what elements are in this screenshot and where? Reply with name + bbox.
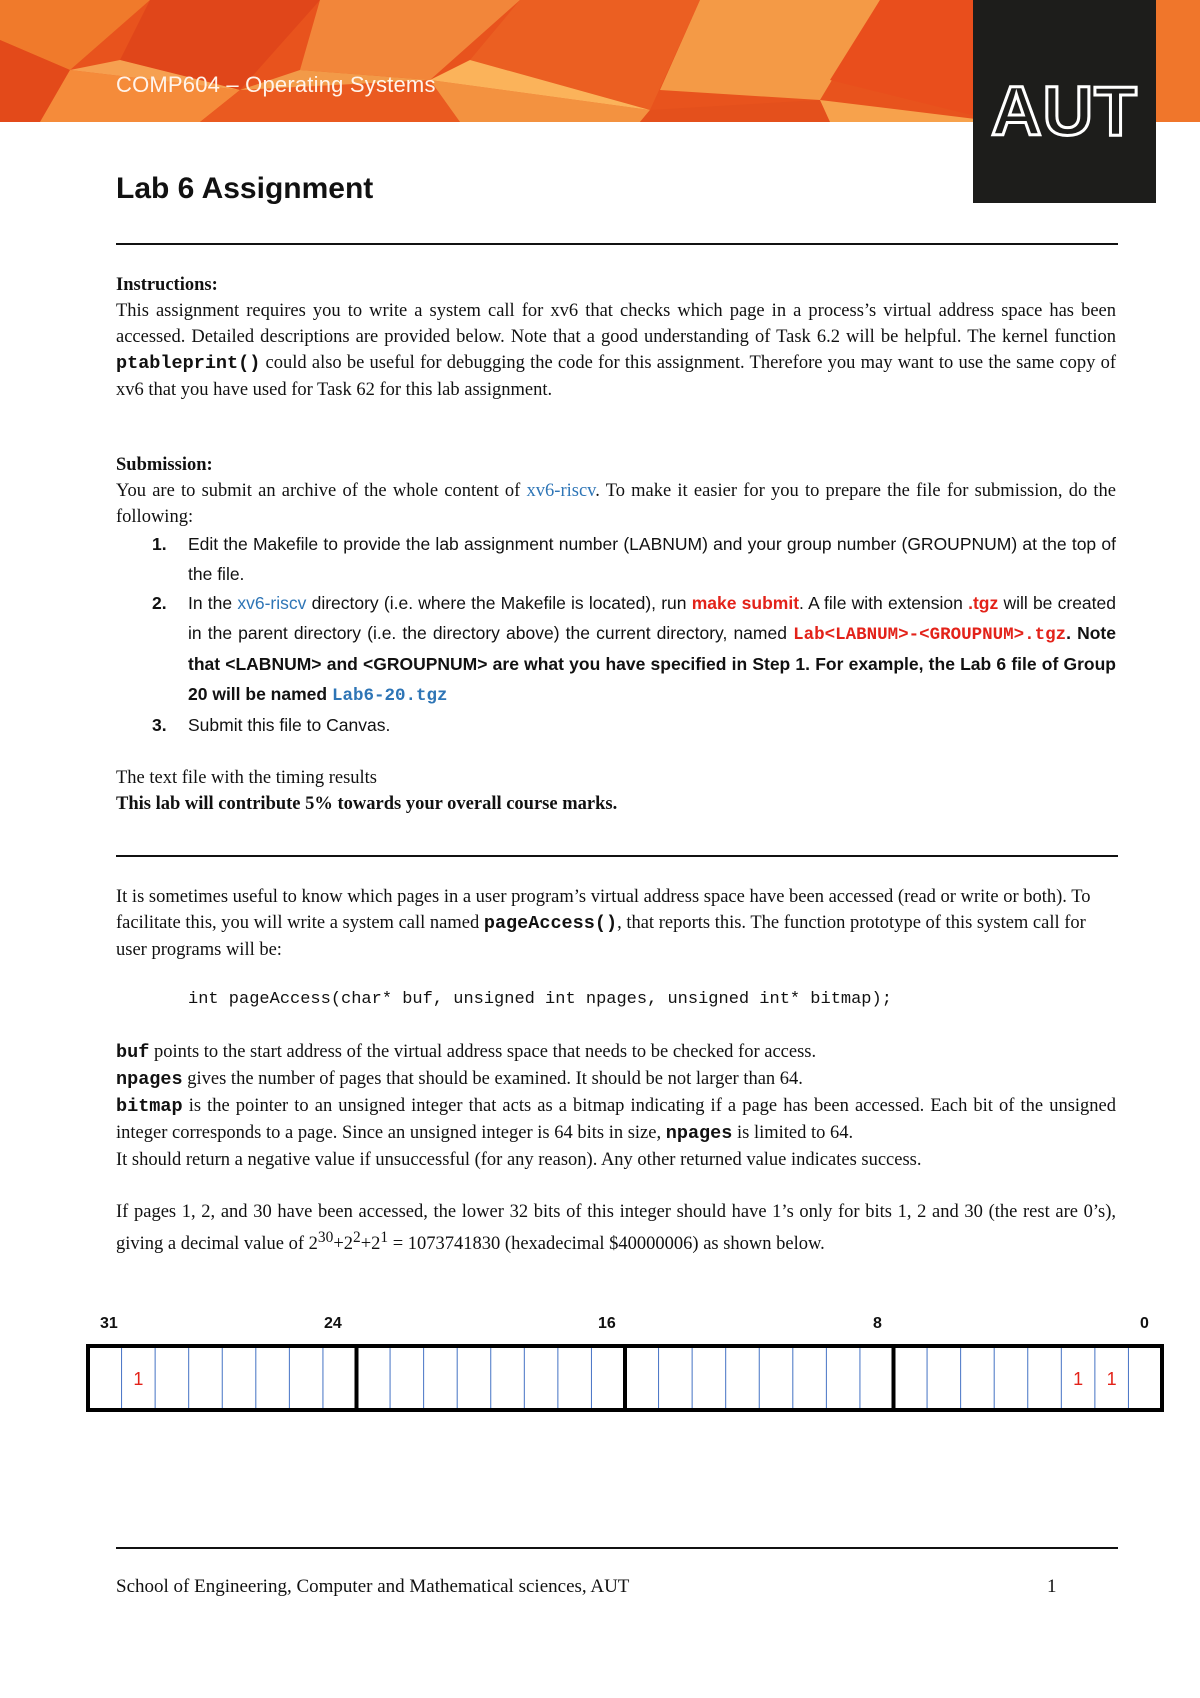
- example-archive: Lab6-20.tgz: [331, 685, 448, 706]
- page-number: 1: [1047, 1576, 1057, 1597]
- footer-school: School of Engineering, Computer and Mathematical sciences, AUT: [116, 1576, 630, 1597]
- bitmap-desc: bitmap is the pointer to an unsigned integer that acts as a bitmap indicating if a page has been accessed. Each bit of the unsigned integer corresponds to a page. Since an unsigned integer is 64 bits in size, npages is limited to 64.: [116, 1096, 1116, 1144]
- bitmap-figure: [0, 1338, 1200, 1418]
- timing-note: The text file with the timing results: [116, 767, 378, 788]
- course-title: COMP604 – Operating Systems: [116, 72, 436, 97]
- tgz-ext: .tgz: [968, 593, 999, 613]
- xv6-link: xv6-riscv: [526, 481, 596, 501]
- pageaccess-func: pageAccess(): [483, 913, 618, 934]
- submission-text: You are to submit an archive of the whole content of xv6-riscv. To make it easier for you to prepare the file for submission, do the following:: [116, 481, 1116, 527]
- bit-2-value: 1: [1073, 1369, 1084, 1389]
- step-1: 1. Edit the Makefile to provide the lab assignment number (LABNUM) and your group number (GROUPNUM) at the top of the file.: [152, 534, 1116, 584]
- buf-desc: buf points to the start address of the virtual address space that needs to be checked for access.: [116, 1042, 817, 1063]
- instructions-heading: Instructions:: [116, 275, 218, 295]
- bit-label-0: 0: [1140, 1315, 1149, 1332]
- ptableprint-func: ptableprint(): [116, 353, 261, 374]
- instructions-text: This assignment requires you to write a system call for xv6 that checks which page in a process’s virtual address space has been accessed. Detailed descriptions are provided below. Note that a good understanding of Task 6.2 will be helpful. The kernel function ptableprint() could also be useful for debugging the code for this assignment. Therefore you may want to use the same copy of xv6 that you have used for Task 62 for this lab assignment.: [116, 301, 1116, 400]
- instructions-section: [116, 272, 1116, 403]
- archive-name: Lab<LABNUM>-<GROUPNUM>.tgz: [793, 624, 1067, 645]
- bit-label-24: 24: [324, 1315, 342, 1332]
- function-prototype: int pageAccess(char* buf, unsigned int npages, unsigned int* bitmap);: [188, 990, 892, 1009]
- xv6-dir: xv6-riscv: [237, 593, 307, 613]
- example-paragraph: If pages 1, 2, and 30 have been accessed, the lower 32 bits of this integer should have 1’s only for bits 1, 2 and 30 (the rest are 0’s), giving a decimal value of $2^{30}+2^2+2^1 = 1073741830$ (hexadecimal $40000006) as shown below.: [116, 1202, 1116, 1255]
- npages-desc: npages gives the number of pages that should be examined. It should be not larger than 64.: [116, 1069, 803, 1090]
- intro-paragraph: It is sometimes useful to know which pages in a user program’s virtual address space have been accessed (read or write or both). To facilitate this, you will write a system call named pageAccess(), that reports this. The function prototype of this system call for user programs will be:: [116, 887, 1091, 960]
- logo-text: AUT: [991, 71, 1138, 150]
- return-desc: It should return a negative value if unsuccessful (for any reason). Any other returned value indicates success.: [116, 1150, 922, 1170]
- bit-1-value: 1: [1106, 1369, 1117, 1389]
- submission-section: [116, 452, 1116, 817]
- divider: [116, 855, 1118, 857]
- divider: [116, 243, 1118, 245]
- submission-heading: Submission:: [116, 455, 213, 475]
- step-3: 3. Submit this file to Canvas.: [152, 715, 391, 735]
- aut-logo: [973, 0, 1156, 203]
- page-title: Lab 6 Assignment: [116, 172, 374, 205]
- bit-label-16: 16: [598, 1315, 616, 1332]
- bit-label-8: 8: [873, 1315, 882, 1332]
- bit-label-31: 31: [100, 1315, 118, 1332]
- submission-steps: [116, 530, 1116, 741]
- bit-30-value: 1: [133, 1369, 144, 1389]
- body-section: [116, 884, 1116, 1257]
- make-submit-cmd: make submit: [691, 593, 800, 613]
- contribution-note: This lab will contribute 5% towards your overall course marks.: [116, 793, 618, 814]
- step-2: 2. In the xv6-riscv directory (i.e. where the Makefile is located), run make submit. A file with extension .tgz will be created in the parent directory (i.e. the directory above) the current directory, named Lab<LABNUM>-<GROUPNUM>.tgz. Note that <LABNUM> and <GROUPNUM> are what you have specified in Step 1. For example, the Lab 6 file of Group 20 will be named Lab6-20.tgz: [152, 593, 1116, 706]
- footer-divider: [116, 1547, 1118, 1549]
